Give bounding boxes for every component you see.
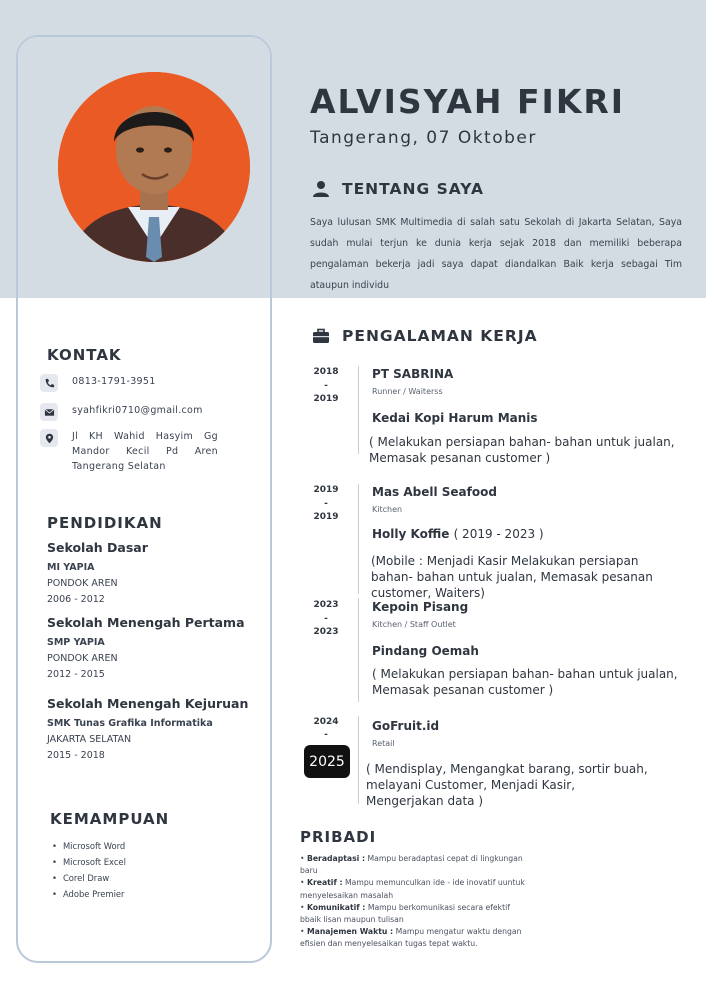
job-entry bbox=[372, 411, 538, 425]
skills-list bbox=[52, 838, 126, 902]
job-years bbox=[309, 366, 343, 406]
profile-photo-illustration bbox=[58, 72, 250, 262]
about-text: Saya lulusan SMK Multimedia di salah satu Sekolah di Jakarta Selatan, Saya sudah mulai terjun ke dunia kerja sejak 2018 dan memiliki beberapa pengalaman bekerja jadi saya dapat diandalkan Baik kerja sebagai Tim ataupun individu bbox=[310, 217, 682, 291]
education-level: Sekolah Menengah Pertama bbox=[47, 615, 245, 630]
job-company: Kepoin Pisang bbox=[372, 600, 469, 614]
job-entry bbox=[372, 485, 497, 514]
phone-icon bbox=[40, 374, 58, 392]
timeline-line bbox=[358, 598, 359, 702]
job-company: Holly Koffie bbox=[372, 527, 450, 541]
personal-item-text: Mampu mengatur waktu dengan efisien dan menyelesaikan tugas tepat waktu. bbox=[300, 927, 522, 949]
briefcase-icon bbox=[312, 327, 330, 345]
skill-item: • Adobe Premier bbox=[52, 886, 126, 902]
education-item bbox=[47, 540, 267, 608]
timeline-line bbox=[358, 484, 359, 594]
job-company: Kedai Kopi Harum Manis bbox=[372, 411, 538, 425]
personal-title: PRIBADI bbox=[300, 828, 377, 846]
person-name: ALVISYAH FIKRI bbox=[310, 82, 626, 121]
experience-title: PENGALAMAN KERJA bbox=[342, 327, 538, 345]
contact-email[interactable]: syahfikri0710@gmail.com bbox=[72, 405, 203, 416]
personal-list bbox=[300, 853, 530, 951]
year-dash: - bbox=[324, 614, 328, 624]
current-year-badge: 2025 bbox=[304, 745, 350, 778]
job-entry bbox=[372, 719, 439, 748]
education-item bbox=[47, 696, 267, 764]
job-entry bbox=[372, 644, 479, 658]
job-entry bbox=[372, 527, 544, 541]
job-role: Kitchen / Staff Outlet bbox=[372, 620, 456, 629]
education-level: Sekolah Dasar bbox=[47, 540, 148, 555]
education-years: 2006 - 2012 bbox=[47, 594, 105, 605]
job-company: Pindang Oemah bbox=[372, 644, 479, 658]
profile-photo bbox=[58, 72, 250, 262]
job-entry bbox=[372, 600, 468, 629]
job-start-year: 2018 bbox=[313, 367, 339, 377]
personal-item: • Kreatif : Mampu memunculkan ide - ide inovatif uuntuk menyelesaikan masalah bbox=[300, 878, 525, 900]
skill-item: • Microsoft Word bbox=[52, 838, 126, 854]
job-description: (Mobile : Menjadi Kasir Melakukan persiapan bahan- bahan untuk jualan, Memasak pesanan customer, Waiters) bbox=[371, 554, 653, 600]
about-heading bbox=[312, 180, 484, 198]
job-role: Kitchen bbox=[372, 505, 403, 514]
job-role: Runner / Waiterss bbox=[372, 387, 443, 396]
skills-title: KEMAMPUAN bbox=[50, 810, 170, 828]
user-icon bbox=[312, 180, 330, 198]
experience-heading bbox=[312, 327, 538, 345]
contact-address-row bbox=[40, 429, 240, 474]
job-end-year: 2019 bbox=[313, 512, 339, 522]
education-school: SMP YAPIA bbox=[47, 637, 105, 648]
timeline-line bbox=[358, 716, 359, 804]
job-description: ( Mendisplay, Mengangkat barang, sortir buah, melayani Customer, Menjadi Kasir, Mengerjakan data ) bbox=[366, 762, 648, 808]
job-end-year: 2019 bbox=[313, 394, 339, 404]
job-entry bbox=[372, 367, 453, 396]
year-dash: - bbox=[324, 381, 328, 391]
year-dash: - bbox=[324, 730, 328, 740]
personal-item-label: Manajemen Waktu : bbox=[306, 927, 394, 937]
job-role: Retail bbox=[372, 739, 395, 748]
job-start-year: 2023 bbox=[313, 600, 339, 610]
education-location: PONDOK AREN bbox=[47, 653, 118, 664]
job-description: ( Melakukan persiapan bahan- bahan untuk jualan, Memasak pesanan customer ) bbox=[369, 435, 675, 465]
personal-item-label: Komunikatif : bbox=[306, 902, 366, 912]
personal-item: • Komunikatif : Mampu berkomunikasi secara efektif bbaik lisan maupun tulisan bbox=[300, 902, 510, 925]
personal-item: • Manajemen Waktu : Mampu mengatur waktu dengan efisien dan menyelesaikan tugas tepat waktu. bbox=[300, 927, 522, 949]
skill-item: • Corel Draw bbox=[52, 870, 126, 886]
contact-phone-row bbox=[40, 374, 240, 392]
year-dash: - bbox=[324, 499, 328, 509]
education-school: SMK Tunas Grafika Informatika bbox=[47, 718, 213, 729]
education-title: PENDIDIKAN bbox=[47, 514, 163, 532]
personal-item-label: Kreatif : bbox=[306, 878, 343, 888]
personal-item-text: Mampu berkomunikasi secara efektif bbaik lisan maupun tulisan bbox=[300, 902, 510, 925]
mail-icon bbox=[40, 403, 58, 421]
birth-place-date: Tangerang, 07 Oktober bbox=[310, 128, 537, 148]
education-item bbox=[47, 615, 267, 683]
education-years: 2012 - 2015 bbox=[47, 669, 105, 680]
job-company-years: ( 2019 - 2023 ) bbox=[453, 527, 544, 541]
job-company: PT SABRINA bbox=[372, 367, 454, 381]
education-level: Sekolah Menengah Kejuruan bbox=[47, 696, 249, 711]
contact-title: KONTAK bbox=[47, 346, 122, 364]
personal-item-text: Mampu beradaptasi cepat di lingkungan baru bbox=[300, 854, 523, 876]
contact-phone[interactable]: 0813-1791-3951 bbox=[72, 376, 156, 387]
timeline-line bbox=[358, 366, 359, 454]
job-start-year: 2019 bbox=[313, 485, 339, 495]
about-title: TENTANG SAYA bbox=[342, 180, 485, 198]
education-school: MI YAPIA bbox=[47, 562, 95, 573]
job-start-year: 2024 bbox=[313, 717, 339, 727]
job-years bbox=[309, 599, 343, 639]
education-years: 2015 - 2018 bbox=[47, 750, 105, 761]
personal-item-text: Mampu memunculkan ide - ide inovatif uuntuk menyelesaikan masalah bbox=[300, 878, 525, 900]
job-company: GoFruit.id bbox=[372, 719, 440, 733]
job-end-year: 2023 bbox=[313, 627, 339, 637]
personal-item: • Beradaptasi : Mampu beradaptasi cepat di lingkungan baru bbox=[300, 854, 523, 876]
job-description: ( Melakukan persiapan bahan- bahan untuk jualan, Memasak pesanan customer ) bbox=[372, 667, 678, 697]
location-pin-icon bbox=[40, 429, 58, 447]
job-company: Mas Abell Seafood bbox=[372, 485, 497, 499]
job-years bbox=[309, 484, 343, 524]
education-location: PONDOK AREN bbox=[47, 578, 118, 589]
education-location: JAKARTA SELATAN bbox=[47, 734, 132, 745]
skill-item: • Microsoft Excel bbox=[52, 854, 126, 870]
contact-email-row bbox=[40, 403, 240, 421]
personal-item-label: Beradaptasi : bbox=[306, 854, 366, 863]
contact-address: Jl KH Wahid Hasyim Gg Mandor Kecil Pd Aren Tangerang Selatan bbox=[72, 431, 218, 472]
